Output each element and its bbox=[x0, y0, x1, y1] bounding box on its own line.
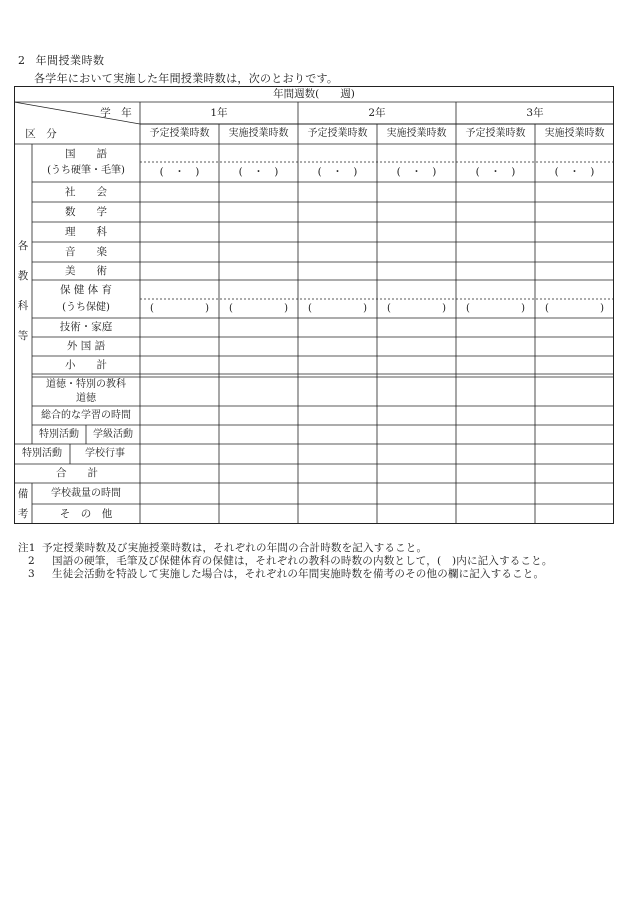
foreign-language-label: 外 国 語 bbox=[66, 340, 106, 353]
weeks-title: 年間週数( 週) bbox=[273, 87, 355, 100]
grade-2-header: 2年 bbox=[368, 106, 386, 119]
music-label: 音 楽 bbox=[65, 245, 107, 258]
grade-1-header: 1年 bbox=[210, 106, 228, 119]
g3-planned-header: 予定授業時数 bbox=[465, 128, 526, 139]
other-label: そ の 他 bbox=[59, 507, 113, 520]
note-item: 3 生徒会活動を特設して実施した場合は，それぞれの年間実施時数を備考のその他の欄に記入すること。 bbox=[28, 568, 545, 580]
pe-label: 保 健 体 育 bbox=[59, 283, 112, 296]
remarks-label: 備 考 bbox=[17, 487, 29, 520]
notes bbox=[18, 542, 553, 581]
special-activities-label: 特別活動 bbox=[39, 428, 79, 440]
g1-actual-pe-paren: ( ) bbox=[229, 303, 288, 314]
corner-grade-label: 学 年 bbox=[100, 106, 132, 119]
japanese-sub-label: (うち硬筆・毛筆) bbox=[47, 165, 125, 176]
g3-planned-japanese-paren: ( ・ ) bbox=[475, 165, 516, 178]
math-label: 数 学 bbox=[65, 205, 107, 218]
note-item: 注1 予定授業時数及び実施授業時数は，それぞれの年間の合計時数を記入すること。 bbox=[18, 542, 428, 554]
discretionary-time-label: 学校裁量の時間 bbox=[51, 487, 121, 499]
g2-actual-header: 実施授業時数 bbox=[386, 128, 447, 139]
special-activities-events-label: 特別活動 bbox=[22, 448, 62, 459]
g1-planned-pe-paren: ( ) bbox=[150, 303, 209, 314]
moral-sub-label: 道徳 bbox=[76, 393, 96, 404]
section-heading bbox=[18, 52, 105, 68]
section-title: 年間授業時数 bbox=[35, 54, 105, 67]
school-events-label: 学校行事 bbox=[85, 448, 125, 459]
subjects-group-label: 各 教 科 等 bbox=[17, 239, 29, 342]
section-number: 2 bbox=[18, 54, 26, 67]
class-activities-label: 学級活動 bbox=[93, 428, 133, 440]
g2-planned-pe-paren: ( ) bbox=[308, 303, 367, 314]
g3-actual-header: 実施授業時数 bbox=[544, 128, 605, 139]
tech-home-label: 技術・家庭 bbox=[59, 321, 113, 334]
pe-sub-label: (うち保健) bbox=[62, 302, 110, 313]
integrated-study-label: 総合的な学習の時間 bbox=[41, 409, 131, 421]
g3-actual-pe-paren: ( ) bbox=[545, 303, 604, 314]
total-label: 合 計 bbox=[56, 467, 98, 480]
g2-actual-japanese-paren: ( ・ ) bbox=[396, 165, 437, 178]
g1-planned-japanese-paren: ( ・ ) bbox=[159, 165, 200, 178]
hours-table bbox=[14, 86, 614, 524]
g1-actual-header: 実施授業時数 bbox=[228, 128, 289, 139]
science-label: 理 科 bbox=[65, 225, 107, 238]
subtotal-label: 小 計 bbox=[65, 358, 107, 371]
g3-planned-pe-paren: ( ) bbox=[466, 303, 525, 314]
grade-3-header: 3年 bbox=[526, 106, 544, 119]
g1-planned-header: 予定授業時数 bbox=[149, 128, 210, 139]
g2-planned-header: 予定授業時数 bbox=[307, 128, 368, 139]
corner-category-label: 区 分 bbox=[25, 127, 57, 140]
g3-actual-japanese-paren: ( ・ ) bbox=[554, 165, 595, 178]
g1-actual-japanese-paren: ( ・ ) bbox=[238, 165, 279, 178]
g2-actual-pe-paren: ( ) bbox=[387, 303, 446, 314]
g2-planned-japanese-paren: ( ・ ) bbox=[317, 165, 358, 178]
japanese-label: 国 語 bbox=[65, 147, 107, 160]
section-intro: 各学年において実施した年間授業時数は，次のとおりです。 bbox=[34, 72, 339, 85]
note-item: 2 国語の硬筆，毛筆及び保健体育の保健は，それぞれの教科の時数の内数として，( )内に記入すること。 bbox=[28, 555, 553, 567]
art-label: 美 術 bbox=[65, 264, 107, 277]
moral-label: 道徳・特別の教科 bbox=[46, 379, 126, 390]
social-studies-label: 社 会 bbox=[65, 185, 107, 198]
